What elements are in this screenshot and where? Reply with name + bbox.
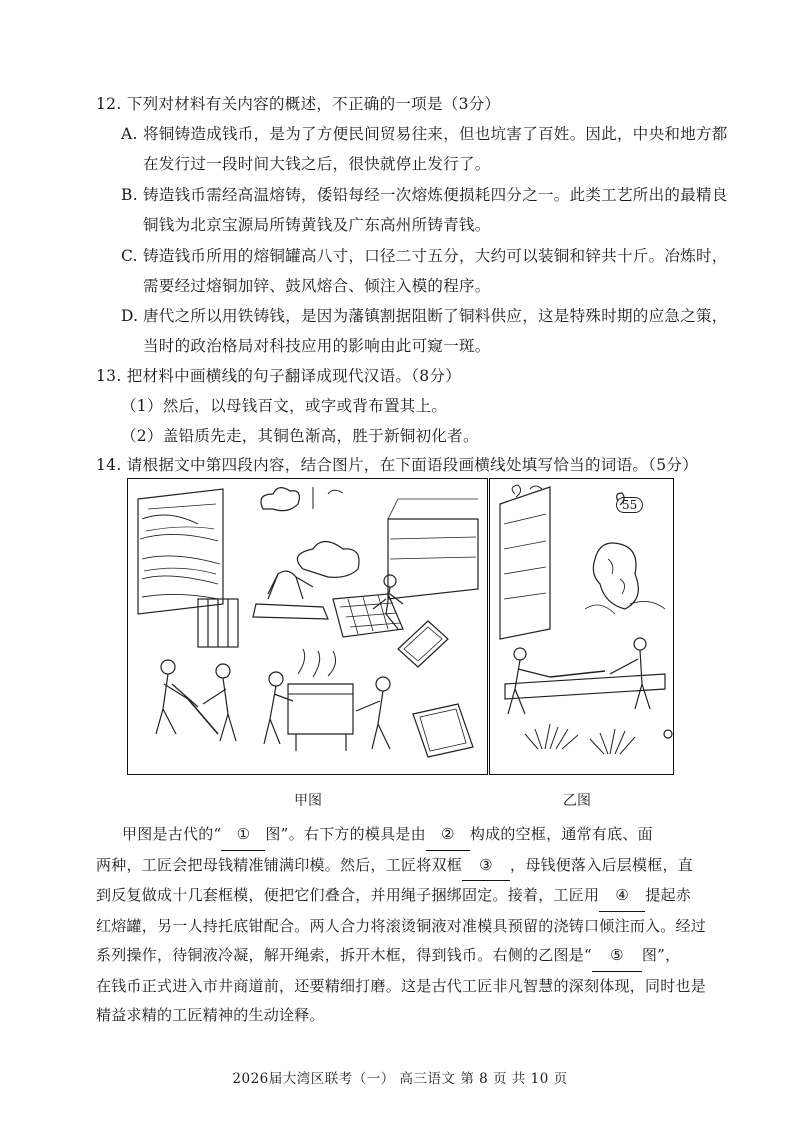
passage: [96, 820, 714, 1031]
figure-yi: [489, 478, 674, 775]
passage-line-1: [96, 820, 714, 851]
passage-line-5: [96, 941, 714, 972]
passage-text: 甲图是古代的“: [122, 825, 222, 843]
figure-jia: [127, 478, 488, 775]
option-text: 铸造钱币需经高温熔铸，倭铅每经一次熔炼便损耗四分之一。此类工艺所出的最精良: [143, 186, 728, 204]
option-label: C.: [121, 247, 138, 265]
coin-casting-illustration: [128, 479, 487, 774]
q12-option-d: [121, 304, 728, 326]
passage-text: 到反复做成十几套框模，便把它们叠合，并用绳子捆绑固定。接着，工匠用: [96, 886, 600, 904]
q12-option-c: [121, 244, 728, 266]
option-text: 唐代之所以用铁铸钱，是因为藩镇割据阻断了铜料供应，这是特殊时期的应急之策，: [143, 307, 728, 325]
blank-1[interactable]: ①: [221, 820, 265, 851]
q12-option-c-cont: 需要经过熔铜加锌、鼓风熔合、倾注入模的程序。: [143, 277, 491, 295]
blank-5[interactable]: ⑤: [592, 941, 642, 972]
passage-line-4: 红熔罐，另一人持托底钳配合。两人合力将滚烫铜液对准模具预留的浇铸口倾注而入。经过: [96, 916, 707, 935]
page-footer: 2026届大湾区联考（一） 高三语文 第 8 页 共 10 页: [232, 1071, 568, 1087]
option-label: D.: [121, 307, 139, 325]
passage-line-3: [96, 881, 714, 912]
q12-option-d-cont: 当时的政治格局对科技应用的影响由此可窥一斑。: [143, 337, 491, 355]
option-text: 将铜铸造成钱币，是为了方便民间贸易往来，但也坑害了百姓。因此，中央和地方都: [143, 125, 728, 143]
passage-line-6: 在钱币正式进入市井商道前，还要精细打磨。这是古代工匠非凡智慧的深刻体现，同时也是: [96, 976, 707, 995]
passage-text: 构成的空框，通常有底、面: [469, 825, 653, 843]
q13-item-1: （1）然后，以母钱百文，或字或背布置其上。: [121, 397, 448, 415]
figure-yi-caption: 乙图: [563, 793, 591, 809]
passage-text: 两种，工匠会把母钱精准铺满印模。然后，工匠将双框: [96, 855, 463, 874]
coin-polishing-illustration: [490, 479, 673, 774]
q12-option-a: [121, 122, 728, 144]
passage-text: 图”，: [641, 946, 681, 964]
figure-mark: 55: [616, 497, 643, 513]
passage-text: 系列操作，待铜液冷凝，解开绳索，拆开木框，得到钱币。右侧的乙图是“: [96, 946, 592, 964]
blank-2[interactable]: ②: [426, 820, 470, 851]
blank-4[interactable]: ④: [599, 881, 645, 912]
q12-option-b-cont: 铜钱为北京宝源局所铸黄钱及广东高州所铸青钱。: [143, 216, 491, 234]
q14-stem: 14. 请根据文中第四段内容，结合图片，在下面语段画横线处填写恰当的词语。（5分）: [96, 456, 698, 474]
option-text: 铸造钱币所用的熔铜罐高八寸，口径二寸五分，大约可以装铜和锌共十斤。冶炼时，: [143, 247, 728, 265]
q13-item-2: （2）盖铅质先走，其铜色渐高，胜于新铜初化者。: [121, 427, 479, 445]
figure-jia-caption: 甲图: [294, 793, 322, 809]
option-label: A.: [121, 125, 138, 143]
passage-text: 图”。右下方的模具是由: [265, 825, 426, 843]
q12-option-a-cont: 在发行过一段时间大钱之后，很快就停止发行了。: [143, 155, 491, 173]
blank-3[interactable]: ③: [462, 851, 510, 882]
passage-text: ，母钱便落入后层模框，直: [510, 855, 694, 874]
option-label: B.: [121, 186, 138, 204]
q12-stem: 12. 下列对材料有关内容的概述，不正确的一项是（3分）: [96, 95, 501, 113]
passage-line-7: 精益求精的工匠精神的生动诠释。: [96, 1006, 325, 1024]
q12-option-b: [121, 183, 728, 205]
passage-text: 提起赤: [645, 886, 692, 904]
q13-stem: 13. 把材料中画横线的句子翻译成现代汉语。（8分）: [96, 367, 461, 385]
passage-line-2: [96, 851, 714, 882]
